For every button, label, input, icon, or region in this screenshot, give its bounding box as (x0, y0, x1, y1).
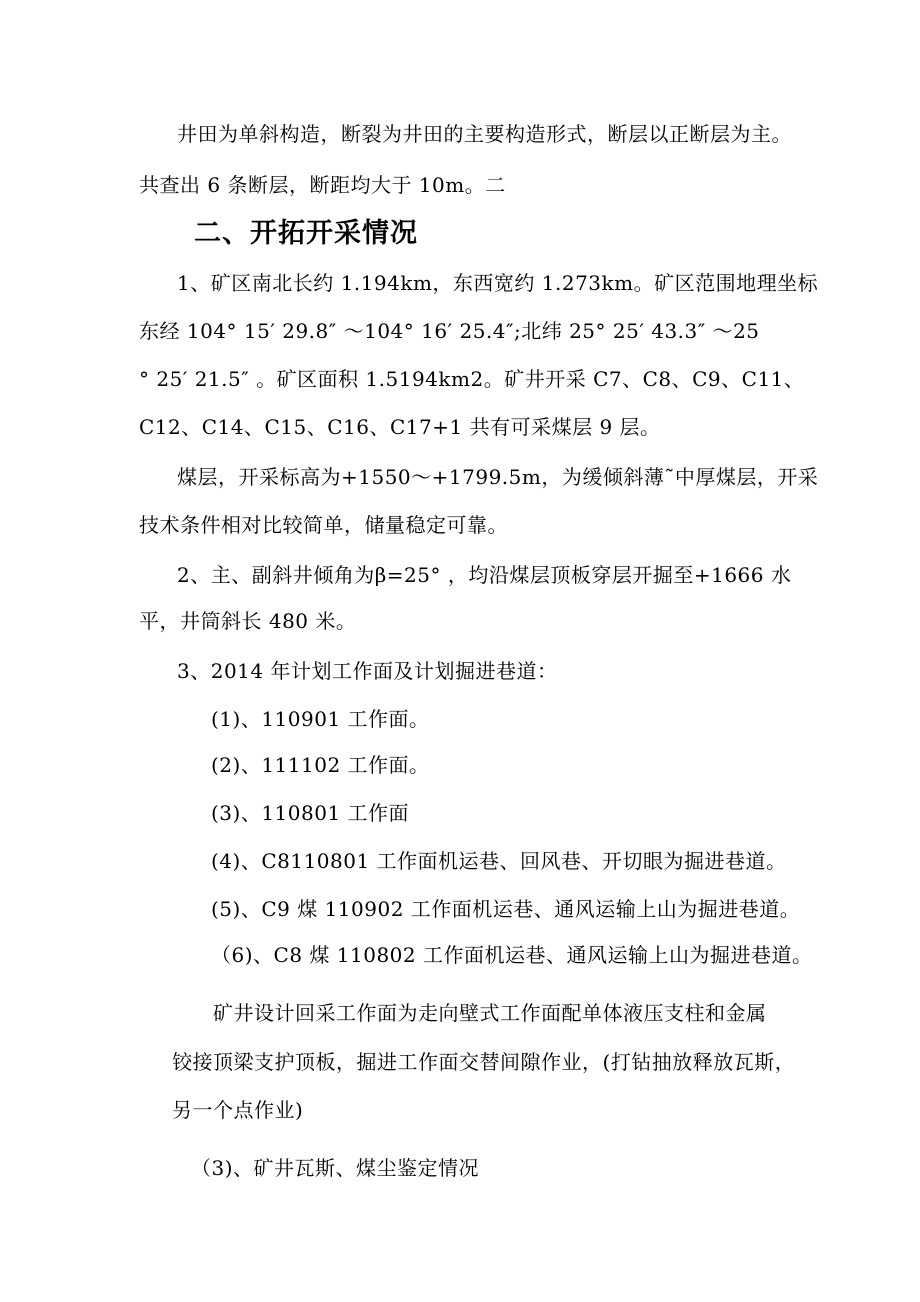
sub-heading-gas-dust: （3)、矿井瓦斯、煤尘鉴定情况 (191, 1156, 480, 1180)
item1-line1: 1、矿区南北长约 1.194km，东西宽约 1.273km。矿区范围地理坐标 (177, 271, 819, 295)
item2-line1: 2、主、副斜井倾角为β=25° ，均沿煤层顶板穿层开掘至+1666 水 (177, 563, 792, 587)
design-para-line1: 矿井设计回采工作面为走向壁式工作面配单体液压支柱和金属 (213, 1001, 767, 1025)
item3-subitem-6: （6)、C8 煤 110802 工作面机运巷、通风运输上山为掘进巷道。 (211, 943, 813, 967)
item3-subitem-1: (1)、110901 工作面。 (211, 707, 430, 731)
item1-line4: C12、C14、C15、C16、C17+1 共有可采煤层 9 层。 (139, 415, 661, 439)
item3-subitem-3: (3)、110801 工作面 (211, 801, 410, 825)
item3-subitem-4: (4)、C8110801 工作面机运巷、回风巷、开切眼为掘进巷道。 (211, 849, 787, 873)
para1-line1: 井田为单斜构造，断裂为井田的主要构造形式，断层以正断层为主。 (177, 122, 792, 146)
item2-line2: 平，井筒斜长 480 米。 (139, 609, 357, 633)
item1-line2: 东经 104° 15′ 29.8″ ～104° 16′ 25.4″;北纬 25° 25′ 43.3″ ～25 (139, 319, 760, 343)
coal-para-line2: 技术条件相对比较简单，储量稳定可靠。 (139, 513, 508, 537)
item1-line3: ° 25′ 21.5″ 。矿区面积 1.5194km2。矿井开采 C7、C8、C9、C11、 (139, 367, 805, 391)
design-para-line2: 铰接顶梁支护顶板，掘进工作面交替间隙作业，(打钻抽放释放瓦斯， (172, 1050, 796, 1074)
section-heading: 二、开拓开采情况 (194, 218, 418, 249)
design-para-line3: 另一个点作业) (172, 1098, 304, 1122)
para1-line2: 共查出 6 条断层，断距均大于 10m。二 (139, 173, 506, 197)
item3-intro: 3、2014 年计划工作面及计划掘进巷道： (177, 659, 558, 683)
coal-para-line1: 煤层，开采标高为+1550～+1799.5m，为缓倾斜薄˜中厚煤层，开采 (177, 465, 819, 489)
item3-subitem-5: (5)、C9 煤 110902 工作面机运巷、通风运输上山为掘进巷道。 (211, 897, 801, 921)
item3-subitem-2: (2)、111102 工作面。 (211, 753, 430, 777)
